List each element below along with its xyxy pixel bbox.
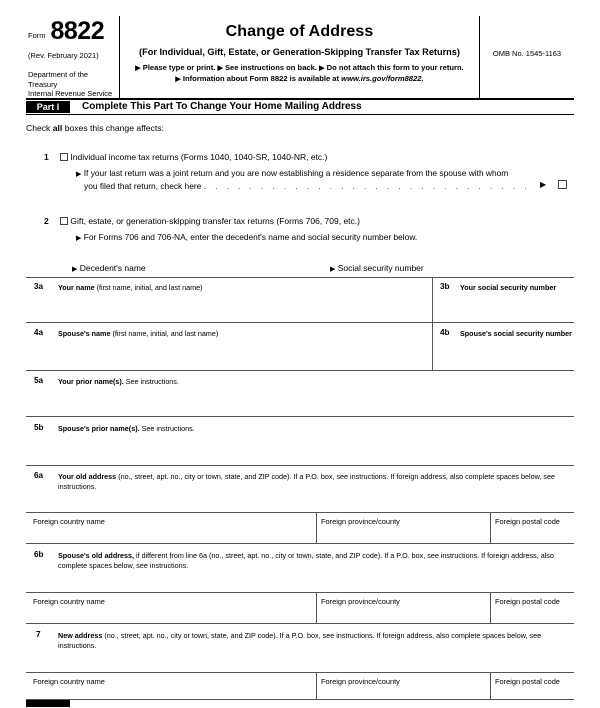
divider — [26, 672, 574, 673]
divider — [316, 512, 317, 543]
decedent-ssn-header — [330, 263, 424, 273]
issuing-agency — [26, 70, 113, 99]
arrow-icon: ▶ — [135, 65, 141, 72]
field-3a-label — [58, 283, 202, 292]
foreign-province-label-6b: Foreign province/county — [321, 597, 400, 606]
omb-block — [480, 16, 574, 98]
checkbox-separate-residence[interactable] — [558, 180, 567, 189]
item-2-sub-text-1: For Forms 706 and 706-NA, enter the decedent's name and social security number below. — [83, 232, 418, 242]
field-6a-label — [58, 472, 570, 492]
field-5b-number: 5b — [34, 423, 44, 432]
foreign-country-label-6b: Foreign country name — [33, 597, 105, 606]
service-line: Internal Revenue Service — [28, 89, 113, 98]
arrow-icon: ▶ — [76, 235, 82, 242]
divider — [26, 512, 574, 513]
field-5a-label-note: See instructions. — [125, 377, 179, 386]
check-all-post: boxes this change affects: — [62, 123, 164, 133]
foreign-postal-input-6a[interactable] — [495, 528, 568, 541]
field-6a-label-note: (no., street, apt. no., city or town, state, and ZIP code). If a P.O. box, see instructions. If foreign address, also complete spaces below, see instructions. — [58, 472, 555, 491]
instruction-info-text: Information about Form 8822 is available at — [182, 74, 342, 83]
field-4a-number: 4a — [34, 328, 44, 337]
item-1-row — [60, 152, 540, 162]
foreign-country-input-6b[interactable] — [33, 608, 311, 621]
check-all-pre: Check — [26, 123, 53, 133]
item-1-sub-text-2: you filed that return, check here — [84, 181, 202, 191]
field-4a-input[interactable] — [34, 340, 426, 368]
field-3a-label-bold: Your name — [58, 283, 97, 292]
item-2-sub-line-1 — [76, 232, 417, 242]
field-5b-label — [58, 424, 195, 433]
instruction-do-not-attach: Do not attach this form to your return. — [326, 63, 464, 72]
revision-date: (Rev. February 2021) — [28, 51, 99, 60]
arrow-icon: ▶ — [330, 266, 336, 273]
checkbox-individual-income-tax[interactable] — [60, 153, 68, 161]
field-4a-label — [58, 329, 218, 338]
divider — [490, 512, 491, 543]
field-3a-input[interactable] — [34, 294, 426, 320]
arrow-icon: ▶ — [175, 76, 181, 83]
field-5a-input[interactable] — [34, 388, 568, 414]
decedent-name-label: Decedent's name — [79, 263, 146, 273]
arrow-icon: ▶ — [72, 266, 78, 273]
instruction-line-2 — [120, 74, 479, 83]
foreign-postal-input-7[interactable] — [495, 688, 568, 699]
arrow-icon: ▶ — [217, 65, 223, 72]
foreign-postal-label-7: Foreign postal code — [495, 677, 560, 686]
item-2-label: Gift, estate, or generation-skipping transfer tax returns (Forms 706, 709, etc.) — [70, 216, 360, 226]
foreign-province-input-6b[interactable] — [321, 608, 485, 621]
field-4b-label: Spouse's social security number — [460, 329, 572, 338]
arrow-icon: ▶ — [540, 180, 547, 189]
field-7-number: 7 — [36, 630, 41, 639]
field-7-label-bold: New address — [58, 631, 105, 640]
field-4b-input[interactable] — [440, 340, 568, 368]
field-4b-number: 4b — [440, 328, 450, 337]
divider — [26, 322, 574, 323]
field-6b-number: 6b — [34, 550, 44, 559]
field-4a-label-note: (first name, initial, and last name) — [112, 329, 219, 338]
divider — [490, 592, 491, 623]
foreign-postal-input-6b[interactable] — [495, 608, 568, 621]
check-all-emphasis: all — [52, 123, 63, 133]
foreign-province-input-7[interactable] — [321, 688, 485, 699]
field-4a-label-bold: Spouse's name — [58, 329, 113, 338]
part-1-title: Complete This Part To Change Your Home Mailing Address — [82, 101, 362, 112]
divider — [316, 672, 317, 700]
part-1-header — [26, 101, 574, 115]
item-2-row — [60, 216, 540, 226]
field-3a-number: 3a — [34, 282, 44, 291]
instruction-type-print: Please type or print. — [142, 63, 216, 72]
part-2-tag-partial — [26, 700, 70, 707]
dot-leader: . . . . . . . . . . . . . . . . . . . . . . . . . . . . . — [203, 181, 531, 191]
form-word-label: Form — [28, 31, 46, 40]
irs-form-url[interactable]: www.irs.gov/form8822. — [341, 74, 424, 83]
instruction-line-1 — [120, 63, 479, 72]
foreign-country-input-6a[interactable] — [33, 528, 311, 541]
form-title-block — [120, 16, 480, 98]
divider — [26, 277, 574, 278]
item-2-number: 2 — [44, 216, 49, 226]
field-5a-label-bold: Your prior name(s). — [58, 377, 126, 386]
divider — [490, 672, 491, 700]
form-identity-block — [26, 16, 120, 98]
item-1-sub-line-2 — [84, 181, 530, 191]
instruction-see-back: See instructions on back. — [224, 63, 317, 72]
arrow-icon: ▶ — [319, 65, 325, 72]
field-6a-number: 6a — [34, 471, 44, 480]
field-7-label-note: (no., street, apt. no., city or town, state, and ZIP code). If a P.O. box, see instructions. If foreign address, also complete spaces below, see instructions. — [58, 631, 542, 650]
divider — [26, 543, 574, 544]
divider — [26, 465, 574, 466]
field-3b-input[interactable] — [440, 294, 568, 320]
divider — [26, 699, 574, 700]
department-line: Department of the Treasury — [28, 70, 89, 89]
field-3b-label: Your social security number — [460, 283, 557, 292]
divider — [316, 592, 317, 623]
divider — [26, 592, 574, 593]
foreign-province-label-6a: Foreign province/county — [321, 517, 400, 526]
field-6a-label-bold: Your old address — [58, 472, 119, 481]
decedent-name-header — [72, 263, 146, 273]
form-header — [26, 16, 574, 100]
field-6a-input[interactable] — [34, 494, 568, 511]
foreign-country-input-7[interactable] — [33, 688, 311, 699]
field-5b-input[interactable] — [34, 435, 568, 463]
divider — [26, 370, 574, 371]
item-1-number: 1 — [44, 152, 49, 162]
form-number: 8822 — [50, 17, 105, 45]
field-5a-label — [58, 377, 179, 386]
field-3a-label-note: (first name, initial, and last name) — [96, 283, 203, 292]
field-5b-label-bold: Spouse's prior name(s). — [58, 424, 142, 433]
item-1-sub-text-1: If your last return was a joint return and you are now establishing a residence separate from the spouse with whom — [83, 168, 509, 178]
field-5b-label-note: See instructions. — [141, 424, 195, 433]
part-1-tag: Part I — [26, 101, 70, 113]
field-5a-number: 5a — [34, 376, 44, 385]
page-title: Change of Address — [225, 23, 374, 40]
field-3b-number: 3b — [440, 282, 450, 291]
foreign-postal-label-6b: Foreign postal code — [495, 597, 560, 606]
foreign-country-label-7: Foreign country name — [33, 677, 105, 686]
checkbox-gift-estate-gst-tax[interactable] — [60, 217, 68, 225]
check-all-instruction — [26, 123, 164, 133]
divider — [26, 416, 574, 417]
divider — [432, 322, 433, 370]
divider — [432, 277, 433, 322]
decedent-ssn-label: Social security number — [337, 263, 424, 273]
item-1-sub-line-1 — [76, 168, 546, 178]
form-number-row — [26, 19, 113, 44]
foreign-province-label-7: Foreign province/county — [321, 677, 400, 686]
item-1-label: Individual income tax returns (Forms 1040, 1040-SR, 1040-NR, etc.) — [70, 152, 328, 162]
field-6b-label-note: if different from line 6a (no., street, apt. no., city or town, state, and ZIP code). If a P.O. box, see instructions. If foreign address, also complete spaces below, see instructions. — [58, 551, 554, 570]
foreign-province-input-6a[interactable] — [321, 528, 485, 541]
divider — [26, 623, 574, 624]
field-7-input[interactable] — [34, 654, 568, 671]
field-6b-label-bold: Spouse's old address, — [58, 551, 136, 560]
field-6b-input[interactable] — [34, 574, 568, 591]
arrow-icon: ▶ — [76, 171, 82, 178]
form-subtitle: (For Individual, Gift, Estate, or Generation-Skipping Transfer Tax Returns) — [139, 47, 460, 57]
foreign-postal-label-6a: Foreign postal code — [495, 517, 560, 526]
field-6b-label — [58, 551, 570, 571]
omb-number: OMB No. 1545-1163 — [492, 49, 562, 58]
field-7-label — [58, 631, 570, 651]
foreign-country-label-6a: Foreign country name — [33, 517, 105, 526]
